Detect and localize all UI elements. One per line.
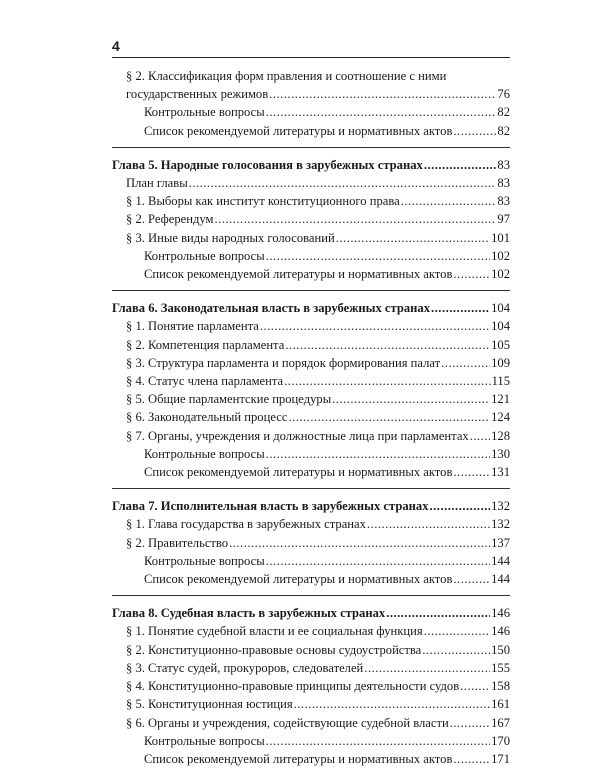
toc-entry-title: § 1. Выборы как институт конституционного права xyxy=(126,194,400,209)
toc-entry-title: § 7. Органы, учреждения и должностные лица при парламентах xyxy=(126,428,469,443)
toc-page-number: 131 xyxy=(491,465,510,480)
toc-page-number: 109 xyxy=(491,355,510,370)
page-number: 4 xyxy=(112,38,120,54)
toc-entry-section[interactable] xyxy=(112,695,510,713)
leader-dots xyxy=(430,497,491,515)
toc-page-number: 171 xyxy=(491,751,510,766)
toc-page-number: 132 xyxy=(491,517,510,532)
toc-entry-section[interactable] xyxy=(112,408,510,426)
toc-entry-continuation[interactable] xyxy=(112,85,510,103)
chapter-divider xyxy=(112,147,510,148)
toc-entry-title: § 3. Статус судей, прокуроров, следователей xyxy=(126,660,364,675)
leader-dots xyxy=(460,677,490,695)
toc-entry-title: Контрольные вопросы xyxy=(144,446,265,461)
toc-entry-title: Список рекомендуемой литературы и нормативных актов xyxy=(144,267,453,282)
toc-entry-section[interactable] xyxy=(112,354,510,372)
toc-page-number: 161 xyxy=(491,697,510,712)
leader-dots xyxy=(364,659,490,677)
leader-dots xyxy=(401,192,497,210)
leader-dots xyxy=(450,714,490,732)
toc-entry-title: § 2. Классификация форм правления и соотношение с ними xyxy=(126,69,447,83)
leader-dots xyxy=(215,210,497,228)
leader-dots xyxy=(453,265,490,283)
leader-dots xyxy=(336,229,490,247)
toc-entry-subsection[interactable] xyxy=(112,122,510,140)
toc-entry-title: Глава 6. Законодательная власть в зарубежных странах xyxy=(112,301,430,316)
toc-page-number: 97 xyxy=(497,212,510,227)
toc-entry-title: § 2. Референдум xyxy=(126,212,214,227)
toc-entry-title: Список рекомендуемой литературы и нормативных актов xyxy=(144,123,453,138)
toc-entry-title: Глава 5. Народные голосования в зарубежных странах xyxy=(112,157,423,172)
toc-entry-title: Глава 7. Исполнительная власть в зарубежных странах xyxy=(112,499,429,514)
toc-page-number: 104 xyxy=(491,319,510,334)
toc-entry-title: § 1. Понятие судебной власти и ее социальная функция xyxy=(126,624,423,639)
toc-page-number: 101 xyxy=(491,230,510,245)
toc-entry-section[interactable] xyxy=(112,659,510,677)
toc-entry-chapter[interactable] xyxy=(112,299,510,317)
leader-dots xyxy=(332,390,490,408)
table-of-contents xyxy=(112,67,510,768)
toc-entry-subsection[interactable] xyxy=(112,265,510,283)
toc-entry-subsection[interactable] xyxy=(112,103,510,121)
toc-page-number: 83 xyxy=(497,194,510,209)
leader-dots xyxy=(266,732,490,750)
toc-entry-title: § 2. Конституционно-правовые основы судоустройства xyxy=(126,642,422,657)
leader-dots xyxy=(424,156,497,174)
toc-entry-subsection[interactable] xyxy=(112,552,510,570)
toc-entry-title: Контрольные вопросы xyxy=(144,248,265,263)
leader-dots xyxy=(453,570,490,588)
chapter-divider xyxy=(112,595,510,596)
leader-dots xyxy=(229,534,490,552)
toc-entry-section[interactable] xyxy=(112,192,510,210)
toc-page-number: 76 xyxy=(497,87,510,102)
toc-entry-section[interactable] xyxy=(112,229,510,247)
toc-entry-section[interactable] xyxy=(112,714,510,732)
toc-entry-title: Контрольные вопросы xyxy=(144,733,265,748)
toc-entry-title: Глава 8. Судебная власть в зарубежных странах xyxy=(112,606,386,621)
chapter-divider xyxy=(112,290,510,291)
toc-entry-title-continued: государственных режимов xyxy=(126,87,269,102)
toc-entry-subsection[interactable] xyxy=(112,463,510,481)
toc-entry-title: Список рекомендуемой литературы и нормативных актов xyxy=(144,465,453,480)
toc-page-number: 158 xyxy=(491,679,510,694)
toc-entry-section[interactable] xyxy=(112,641,510,659)
leader-dots xyxy=(288,408,490,426)
toc-entry-section[interactable] xyxy=(112,372,510,390)
toc-page-number: 132 xyxy=(491,499,510,514)
toc-page-number: 82 xyxy=(497,105,510,120)
toc-entry-chapter[interactable] xyxy=(112,604,510,622)
leader-dots xyxy=(266,552,490,570)
toc-entry-title: Список рекомендуемой литературы и нормативных актов xyxy=(144,751,453,766)
leader-dots xyxy=(266,103,497,121)
toc-entry-section[interactable] xyxy=(112,67,510,85)
toc-entry-section[interactable] xyxy=(112,427,510,445)
leader-dots xyxy=(386,604,490,622)
toc-page-number: 170 xyxy=(491,733,510,748)
leader-dots xyxy=(453,750,490,768)
leader-dots xyxy=(422,641,490,659)
toc-page-number: 144 xyxy=(491,572,510,587)
toc-entry-section[interactable] xyxy=(112,336,510,354)
toc-entry-section[interactable] xyxy=(112,174,510,192)
leader-dots xyxy=(260,317,490,335)
toc-entry-title: § 5. Общие парламентские процедуры xyxy=(126,392,332,407)
leader-dots xyxy=(470,427,490,445)
toc-entry-title: § 4. Статус члена парламента xyxy=(126,374,284,389)
toc-entry-title: Контрольные вопросы xyxy=(144,553,265,568)
leader-dots xyxy=(284,372,490,390)
leader-dots xyxy=(266,247,490,265)
leader-dots xyxy=(367,515,490,533)
toc-entry-subsection[interactable] xyxy=(112,732,510,750)
toc-entry-title: § 6. Органы и учреждения, содействующие судебной власти xyxy=(126,715,449,730)
toc-entry-title: § 3. Иные виды народных голосований xyxy=(126,230,335,245)
toc-entry-title: § 2. Компетенция парламента xyxy=(126,337,285,352)
leader-dots xyxy=(453,122,496,140)
leader-dots xyxy=(441,354,490,372)
toc-entry-section[interactable] xyxy=(112,534,510,552)
toc-entry-section[interactable] xyxy=(112,210,510,228)
toc-entry-title: § 4. Конституционно-правовые принципы деятельности судов xyxy=(126,679,460,694)
leader-dots xyxy=(294,695,490,713)
toc-page-number: 104 xyxy=(491,301,510,316)
toc-entry-title: План главы xyxy=(126,176,188,191)
toc-entry-section[interactable] xyxy=(112,677,510,695)
toc-entry-title: Контрольные вопросы xyxy=(144,105,265,120)
toc-entry-subsection[interactable] xyxy=(112,247,510,265)
toc-page-number: 155 xyxy=(491,660,510,675)
leader-dots xyxy=(285,336,490,354)
toc-entry-section[interactable] xyxy=(112,622,510,640)
toc-entry-chapter[interactable] xyxy=(112,497,510,515)
toc-page-number: 144 xyxy=(491,553,510,568)
leader-dots xyxy=(453,463,490,481)
toc-page-number: 121 xyxy=(491,392,510,407)
toc-page-number: 146 xyxy=(491,624,510,639)
toc-page-number: 102 xyxy=(491,248,510,263)
toc-page-number: 167 xyxy=(491,715,510,730)
toc-entry-section[interactable] xyxy=(112,515,510,533)
toc-entry-subsection[interactable] xyxy=(112,750,510,768)
toc-entry-title: § 1. Понятие парламента xyxy=(126,319,259,334)
header-rule xyxy=(112,57,510,58)
toc-entry-section[interactable] xyxy=(112,390,510,408)
toc-page-number: 150 xyxy=(491,642,510,657)
toc-entry-title: § 6. Законодательный процесс xyxy=(126,410,288,425)
leader-dots xyxy=(266,445,490,463)
toc-entry-title: § 5. Конституционная юстиция xyxy=(126,697,293,712)
toc-entry-title: § 1. Глава государства в зарубежных странах xyxy=(126,517,366,532)
toc-entry-subsection[interactable] xyxy=(112,445,510,463)
leader-dots xyxy=(424,622,490,640)
toc-page-number: 83 xyxy=(497,176,510,191)
toc-page-number: 115 xyxy=(491,374,510,389)
toc-entry-chapter[interactable] xyxy=(112,156,510,174)
leader-dots xyxy=(189,174,497,192)
toc-page-number: 130 xyxy=(491,446,510,461)
leader-dots xyxy=(269,85,496,103)
toc-entry-title: § 2. Правительство xyxy=(126,535,229,550)
toc-entry-title: Список рекомендуемой литературы и нормативных актов xyxy=(144,572,453,587)
toc-entry-title: § 3. Структура парламента и порядок формирования палат xyxy=(126,355,441,370)
toc-page-number: 137 xyxy=(491,535,510,550)
toc-page-number: 82 xyxy=(497,123,510,138)
toc-page-number: 102 xyxy=(491,267,510,282)
toc-page-number: 83 xyxy=(497,157,510,172)
leader-dots xyxy=(431,299,490,317)
toc-entry-subsection[interactable] xyxy=(112,570,510,588)
toc-page-number: 128 xyxy=(491,428,510,443)
chapter-divider xyxy=(112,488,510,489)
toc-page-number: 124 xyxy=(491,410,510,425)
toc-page-number: 146 xyxy=(491,606,510,621)
toc-entry-section[interactable] xyxy=(112,317,510,335)
toc-page-number: 105 xyxy=(491,337,510,352)
